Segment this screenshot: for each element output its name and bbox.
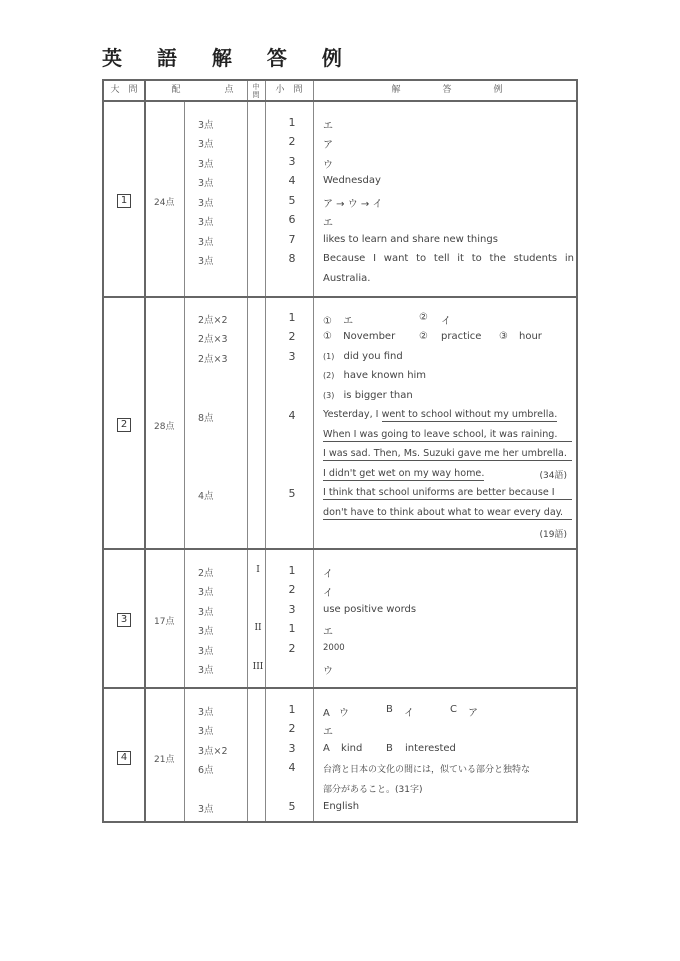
- item-number: 2: [288, 722, 296, 735]
- item-answer: エ: [323, 121, 333, 132]
- header-haiten-2: 点: [224, 85, 234, 95]
- item-points: 2点×3: [198, 354, 228, 365]
- item-points: 3点: [198, 159, 214, 170]
- item-answer: Wednesday: [323, 175, 381, 186]
- choice-mark: ①: [323, 331, 332, 342]
- item-answer: ア → ウ → イ: [323, 199, 383, 210]
- word-count: (34語): [539, 471, 567, 481]
- blank-answer: kind: [341, 743, 363, 754]
- essay-text: Yesterday, I: [323, 409, 382, 420]
- blank-label: C: [450, 704, 457, 715]
- header-kaito-2: 答: [442, 85, 452, 95]
- choice-mark: ②: [419, 312, 428, 323]
- item-answer: [323, 743, 574, 754]
- item-answer: イ: [323, 588, 333, 599]
- item-answer: [323, 704, 574, 719]
- item-answer: エ: [323, 727, 333, 738]
- item-points: 3点: [198, 646, 214, 657]
- item-points: 6点: [198, 765, 214, 776]
- item-answer: [323, 351, 574, 362]
- section-total: 28点: [154, 422, 175, 432]
- item-number: 2: [288, 330, 296, 343]
- item-number: 2: [288, 642, 296, 655]
- blank-answer: イ: [404, 708, 414, 719]
- item-points: 3点: [198, 587, 214, 598]
- section-total: 21点: [154, 755, 175, 765]
- item-points: 2点×3: [198, 334, 228, 345]
- header-haiten-1: 配: [171, 85, 181, 95]
- part-answer: have known him: [343, 370, 427, 381]
- item-number: 8: [288, 252, 296, 265]
- item-points: 3点: [198, 707, 214, 718]
- header-chumon: 中問: [252, 83, 260, 99]
- blank-label: A: [323, 743, 330, 754]
- item-answer: English: [323, 801, 360, 812]
- item-points: 3点: [198, 804, 214, 815]
- item-number: 5: [288, 194, 296, 207]
- choice-answer: イ: [441, 316, 451, 327]
- blank-label: B: [386, 704, 393, 715]
- part-mark: (2): [323, 371, 335, 380]
- item-answer: likes to learn and share new things: [323, 234, 498, 245]
- blank-label: A: [323, 708, 330, 719]
- header-kaito-3: 例: [493, 85, 503, 95]
- item-points: 3点: [198, 726, 214, 737]
- item-answer: [323, 312, 574, 327]
- item-number: 1: [288, 116, 296, 129]
- section-number: 2: [117, 418, 131, 432]
- essay-underlined: I think that school uniforms are better because I: [323, 487, 572, 500]
- item-points: 3点: [198, 237, 214, 248]
- essay-underlined: don't have to think about what to wear every day.: [323, 507, 572, 520]
- essay-line: [323, 429, 574, 442]
- item-number: 2: [288, 135, 296, 148]
- item-points: 3点: [198, 198, 214, 209]
- essay-line: [323, 448, 574, 461]
- item-answer: ウ: [323, 666, 333, 677]
- item-answer: [323, 370, 574, 381]
- header-daimon: 大 問: [110, 85, 138, 95]
- table-header: [104, 81, 576, 102]
- item-number: 4: [288, 761, 296, 774]
- item-number: 3: [288, 155, 296, 168]
- item-number: 5: [288, 487, 296, 500]
- item-points: 3点: [198, 120, 214, 131]
- item-answer-line: Australia.: [323, 273, 371, 284]
- section-total: 17点: [154, 617, 175, 627]
- section-row-4: [104, 689, 576, 823]
- item-number: 2: [288, 583, 296, 596]
- item-mid-number: III: [252, 662, 264, 672]
- item-points: 4点: [198, 491, 214, 502]
- essay-underlined: went to school without my umbrella.: [381, 409, 558, 420]
- part-mark: (3): [323, 391, 335, 400]
- part-answer: did you find: [343, 351, 403, 362]
- item-answer-line: 台湾と日本の文化の間には，似ている部分と独特な: [323, 765, 531, 775]
- item-number: 1: [288, 311, 296, 324]
- blank-answer: ア: [468, 708, 478, 719]
- item-answer: エ: [323, 627, 333, 638]
- essay-underlined: When I was going to leave school, it was raining.: [323, 429, 572, 442]
- section-row-3: [104, 550, 576, 689]
- header-kaito-1: 解: [391, 85, 401, 95]
- item-number: 1: [288, 564, 296, 577]
- item-points: 3点: [198, 626, 214, 637]
- choice-answer: hour: [519, 331, 542, 342]
- essay-underlined: I didn't get wet on my way home.: [323, 468, 485, 479]
- essay-line: [323, 468, 574, 479]
- section-number: 4: [117, 751, 131, 765]
- choice-answer: エ: [343, 316, 354, 327]
- item-number: 1: [288, 703, 296, 716]
- item-answer-line: 部分があること。(31字): [323, 785, 423, 795]
- section-row-2: [104, 298, 576, 550]
- essay-underlined: I was sad. Then, Ms. Suzuki gave me her umbrella.: [323, 448, 572, 461]
- choice-mark: ①: [323, 316, 332, 327]
- section-row-1: [104, 102, 576, 298]
- item-answer: [323, 331, 574, 342]
- item-points: 3点: [198, 178, 214, 189]
- essay-line: [323, 507, 574, 520]
- essay-line: [323, 487, 574, 500]
- item-points: 2点×2: [198, 315, 228, 326]
- item-answer: use positive words: [323, 604, 417, 615]
- item-points: 3点: [198, 217, 214, 228]
- choice-mark: ②: [419, 331, 428, 342]
- section-number: 3: [117, 613, 131, 627]
- part-mark: (1): [323, 352, 335, 361]
- item-mid-number: I: [256, 565, 260, 575]
- item-points: 3点: [198, 256, 214, 267]
- item-number: 4: [288, 174, 296, 187]
- item-points: 2点: [198, 568, 214, 579]
- item-answer-line: Because I want to tell it to the students in: [323, 253, 574, 264]
- blank-answer: interested: [405, 743, 456, 754]
- header-shomon: 小 問: [275, 85, 303, 95]
- item-number: 3: [288, 350, 296, 363]
- item-answer: ウ: [323, 160, 333, 171]
- choice-answer: practice: [441, 331, 482, 342]
- item-points: 3点: [198, 139, 214, 150]
- section-total: 24点: [154, 198, 175, 208]
- item-points: 8点: [198, 413, 214, 424]
- item-answer: 2000: [323, 643, 345, 653]
- item-points: 3点×2: [198, 746, 228, 757]
- item-answer: ア: [323, 140, 333, 151]
- item-number: 5: [288, 800, 296, 813]
- choice-mark: ③: [499, 331, 508, 342]
- blank-label: B: [386, 743, 393, 754]
- item-number: 6: [288, 213, 296, 226]
- blank-answer: ウ: [339, 708, 350, 719]
- section-number: 1: [117, 194, 131, 208]
- page-title: 英 語 解 答 例: [102, 46, 356, 70]
- item-number: 3: [288, 742, 296, 755]
- essay-line: [323, 409, 574, 420]
- item-number: 3: [288, 603, 296, 616]
- part-answer: is bigger than: [343, 390, 413, 401]
- item-mid-number: II: [254, 623, 262, 633]
- word-count: (19語): [539, 530, 567, 540]
- item-number: 7: [288, 233, 296, 246]
- item-number: 4: [288, 409, 296, 422]
- answer-table: [102, 79, 578, 823]
- item-answer: エ: [323, 218, 333, 229]
- item-points: 3点: [198, 607, 214, 618]
- item-points: 3点: [198, 665, 214, 676]
- item-answer: イ: [323, 569, 333, 580]
- item-answer: [323, 390, 574, 401]
- choice-answer: November: [343, 331, 396, 342]
- item-number: 1: [288, 622, 296, 635]
